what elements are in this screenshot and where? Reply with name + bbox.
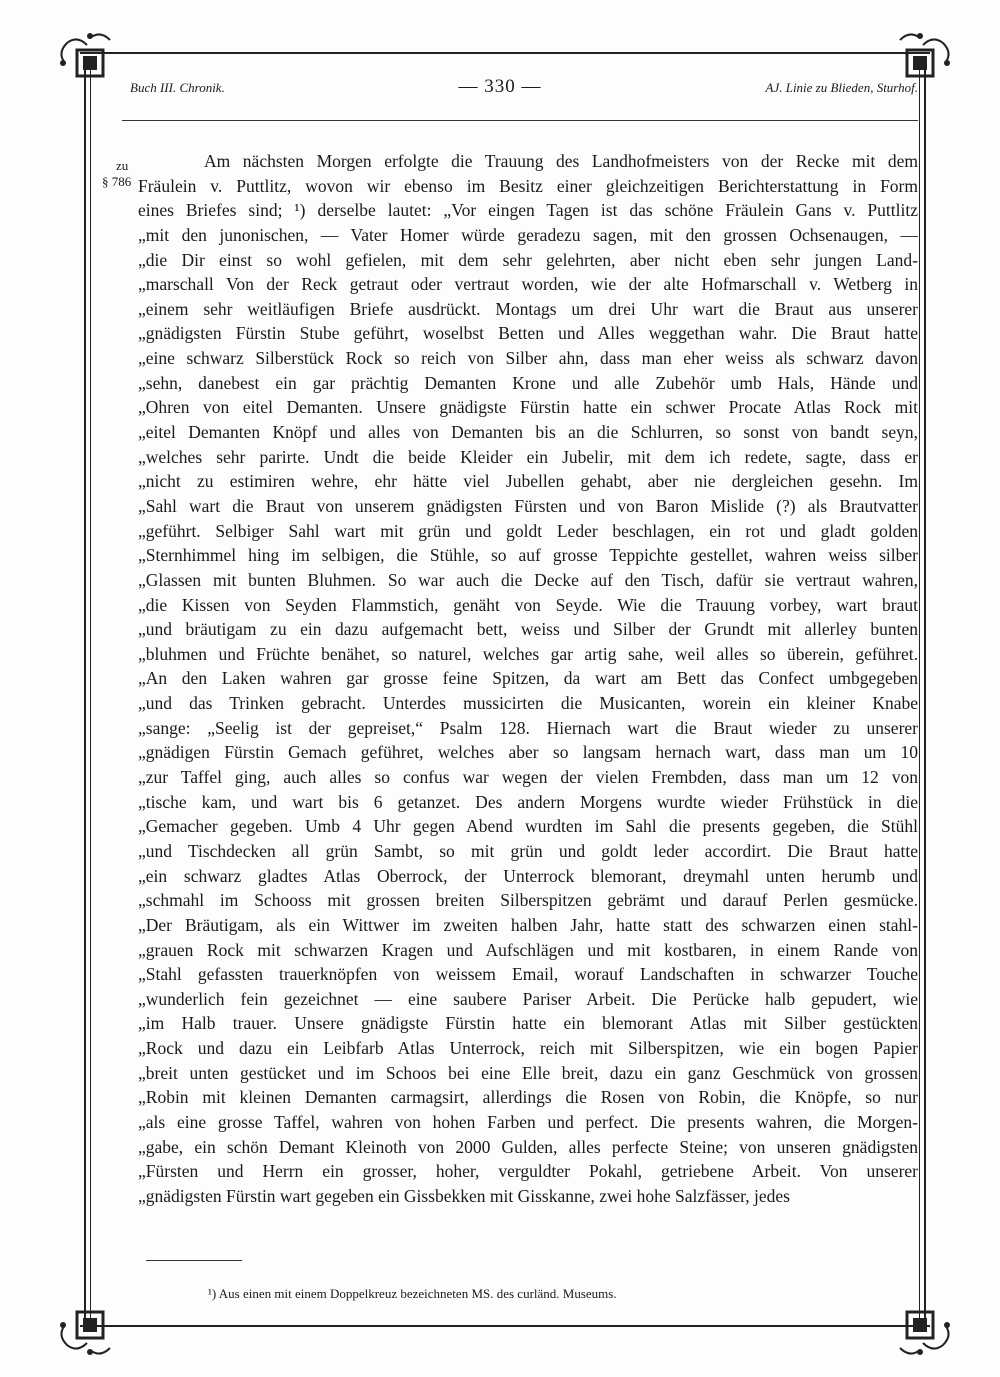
text-line: „und Tischdecken all grün Sambt, so mit grün und goldt leder accordirt. Die Braut hatte [138,840,918,861]
text-line: „und bräutigam zu ein dazu aufgemacht bett, weiss und Silber der Grundt mit allerley bunten [138,619,918,640]
ornament-bottom-right-icon [885,1290,955,1360]
text-line: „Gemacher gegeben. Umb 4 Uhr gegen Abend wurdten im Sahl die presents gegeben, die Stühl [138,816,918,837]
frame-bottom-line [80,1325,930,1327]
margin-note-line: zu [116,158,129,173]
running-header-left: Buch III. Chronik. [130,80,225,95]
text-line: „schmahl im Schooss mit grossen breiten Silberspitzen gebrämt und darauf Perlen gesmücke. [138,890,918,911]
text-line: „Stahl gefassten trauerknöpfen von weissem Email, worauf Landschaften in schwarzer Touche [138,964,918,985]
text-line: „Der Bräutigam, als ein Wittwer im zweiten halben Jahr, hatte statt des schwarzen einen stahl- [138,914,918,935]
text-line: „mit den junonischen, — Vater Homer würde geradezu sagen, mit den grossen Ochsenaugen, — [138,224,918,245]
text-line: „Glassen mit bunten Bluhmen. So war auch die Decke auf den Tisch, dafür sie vertraut wahren, [138,569,918,590]
text-line: „breit unten gestücket und im Schoos bei eine Elle breit, dazu ein ganz Geschmück von grossen [138,1062,918,1083]
text-line: Fräulein v. Puttlitz, wovon wir ebenso im Besitz einer gleichzeitigen Berichterstattung in Form [138,175,918,196]
text-line: „gabe, ein schön Demant Kleinoth von 2000 Gulden, alles perfecte Steine; von unseren gnädigsten [138,1136,918,1157]
text-line: „Rock und dazu ein Leibfarb Atlas Unterrock, reich mit Silberspitzen, wie ein bogen Papier [138,1038,918,1059]
running-header-right: AJ. Linie zu Blieden, Sturhof. [765,80,918,95]
header-rule [122,120,918,121]
text-line: „An den Laken wahren gar grosse feine Spitzen, da wart am Bett das Confect umbgegeben [138,668,918,689]
frame-right-line [924,60,926,1320]
text-line: „bluhmen und Früchte benähet, so naturel, welches gar artig sahe, weil alles so überein, geführet. [138,643,918,664]
text-line: „geführt. Selbiger Sahl wart mit grün und goldt Leder beschlagen, ein rot und gladt golden [138,520,918,541]
text-line: „grauen Rock mit schwarzen Kragen und Aufschlägen und mit kostbaren, in einem Rande von [138,939,918,960]
text-line: „die Kissen von Seyden Flammstich, genäht von Seyde. Wie die Trauung vorbey, wart braut [138,594,918,615]
margin-note [102,158,132,190]
frame-left-inner-line [90,60,91,1320]
margin-note-line: § 786 [102,174,132,189]
text-line: „Sternhimmel hing im selbigen, die Stühle, so auf grosse Teppichte gestellet, wahren weiss silber [138,545,918,566]
footnote: ¹) Aus einen mit einem Doppelkreuz bezeichneten MS. des curländ. Museums. [208,1286,617,1301]
page-number: — 330 — [458,76,542,97]
text-line: „zur Taffel ging, auch alles so confus war wegen der vielen Frembden, dass man um 12 von [138,767,918,788]
text-line: „sehn, danebest ein gar prächtig Demanten Krone und alle Zubehör umb Hals, Hände und [138,372,918,393]
text-line: „Fürsten und Herrn ein grosser, hoher, verguldter Pokahl, getriebene Arbeit. Von unserer [138,1161,918,1182]
text-line: „eitel Demanten Knöpf und alles von Demanten bis an die Schlurren, so sonst von bandt seyn, [138,422,918,443]
text-line: „Sahl wart die Braut von unserem gnädigsten Fürsten und von Baron Mislide (?) als Brautvatter [138,495,918,516]
text-line: „im Halb trauer. Unsere gnädigste Fürstin hatte ein blemorant Atlas mit Silber gestückten [138,1013,918,1034]
text-line: „wunderlich fein gezeichnet — eine saubere Pariser Arbeit. Die Perücke halb gepudert, wie [138,988,918,1009]
text-line: eines Briefes sind; ¹) derselbe lautet: „Vor eingen Tagen ist das schöne Fräulein Gans v. Puttlitz [138,200,918,221]
text-line: Am nächsten Morgen erfolgte die Trauung des Landhofmeisters von der Recke mit dem [204,151,918,171]
ornament-bottom-left-icon [55,1290,125,1360]
text-line: „eine schwarz Silberstück Rock so reich von Silber ahn, dass man eher weiss als schwarz davon [138,348,918,369]
text-line: „Ohren von eitel Demanten. Unsere gnädigste Fürstin hatte ein schwer Procate Atlas Rock mit [138,397,918,418]
text-line: „nicht zu estimiren wehre, ehr hätte viel Jubellen gehabt, aber nie dergleichen gesehn. Im [138,471,918,492]
frame-left-line [84,60,86,1320]
text-line: „die Dir einst so wohl gefielen, mit dem sehr gelehrten, aber nicht eben sehr jungen Land- [138,249,918,270]
text-line: „Robin mit kleinen Demanten carmagsirt, allerdings die Rosen von Robin, die Knöpfe, so nur [138,1087,918,1108]
body-text [138,149,918,1209]
text-line: „welches sehr parirte. Undt die beide Kleider ein Jubelir, mit dem ich redete, sagte, dass er [138,446,918,467]
text-line: „marschall Von der Reck getraut oder vertraut worden, wie der alte Hofmarschall v. Wetberg in [138,274,918,295]
text-line: „gnädigsten Fürstin wart gegeben ein Gissbekken mit Gisskanne, zwei hohe Salzfässer, jedes [138,1185,790,1206]
frame-right-inner-line [919,60,920,1320]
text-line: „und das Trinken gebracht. Unterdes mussicirten die Musicanten, worein ein kleiner Knabe [138,693,918,714]
text-line: „gnädigen Fürstin Gemach geführet, welches aber so langsam hernach wart, dass man um 10 [138,742,918,763]
text-line: „sange: „Seelig ist der gepreiset,“ Psalm 128. Hiernach wart die Braut wieder zu unserer [138,717,918,738]
footnote-rule [146,1260,242,1261]
text-line: „ein schwarz gladtes Atlas Oberrock, der Unterrock blemorant, dreymahl unten herumb und [138,865,918,886]
text-line: „gnädigsten Fürstin Stube geführt, woselbst Betten und Alles weggethan wahr. Die Braut hatte [138,323,918,344]
text-line: „als eine grosse Taffel, wahren von hohen Farben und perfect. Die presents wahren, die Morgen- [138,1111,918,1132]
text-line: „einem sehr weitläufigen Briefe ausdrückt. Montags um drei Uhr wart die Braut aus unserer [138,298,918,319]
text-line: „tische kam, und wart bis 6 getanzet. Des andern Morgens wurdte wieder Frühstück in die [138,791,918,812]
frame-top-line [80,52,930,54]
